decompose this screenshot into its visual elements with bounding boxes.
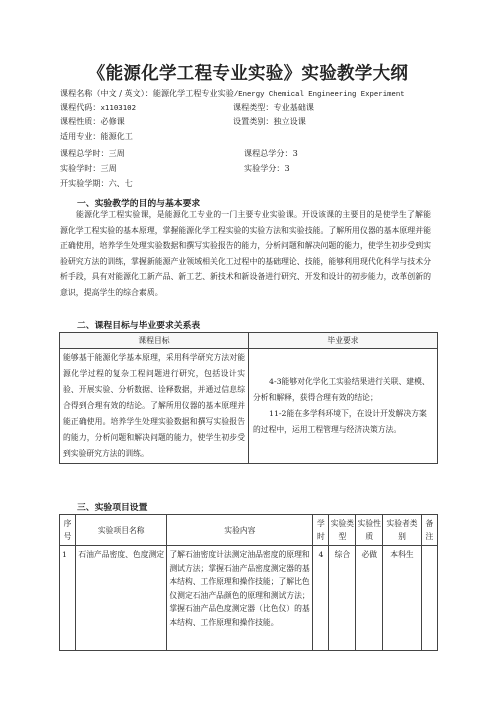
col-header-note: 备注 xyxy=(421,515,437,546)
cell-type: 综合 xyxy=(329,546,356,651)
col-header-nature: 实验性质 xyxy=(356,515,383,546)
course-code-line xyxy=(60,102,136,113)
cell-participant: 本科生 xyxy=(383,546,422,651)
cell-note xyxy=(421,546,437,651)
cell-nature: 必做 xyxy=(356,546,383,651)
table-row xyxy=(60,546,438,651)
requirements-column-header: 毕业要求 xyxy=(249,333,438,349)
requirement-4-3: 4-3能够对化学化工实验结果进行关联、建模、分析和解释，获得合理有效的结论； xyxy=(253,377,430,402)
course-name-line xyxy=(60,88,405,101)
total-credits: 课程总学分：3 xyxy=(244,148,298,158)
course-name-label: 课程名称（中文 / 英文）： xyxy=(60,88,153,98)
requirement-11-2: 11-2能在多学科环境下，在设计开发解决方案的过程中，运用工程管理与经济决策方法。 xyxy=(253,409,427,434)
course-code: x1103102 xyxy=(100,103,137,112)
course-nature: 课程性质：必修课 xyxy=(60,116,125,126)
experiment-items-table xyxy=(59,514,438,651)
applicable-major: 适用专业：能源化工 xyxy=(60,131,133,141)
section1-heading: 一、实验教学的目的与基本要求 xyxy=(77,199,201,209)
course-goal-cell: 能够基于能源化学基本原理，采用科学研究方法对能源化学过程的复杂工程问题进行研究，包括设计实验、开展实验、分析数据、诠释数据，并通过信息综合得到合理有效的结论。了解所用仪器的基本原理并能正确使用。培养学生处理实验数据和撰写实验报告的能力，分析问题和解决问题的能力，使学生初步受到实验研究方法的训练。 xyxy=(60,349,249,464)
section1-body: 能源化学工程实验课，是能源化工专业的一门主要专业实验课。开设该课的主要目的是使学生了解能源化学工程实验的基本原理，掌握能源化学工程实验的实验方法和实验技能。了解所用仪器的基本原理并能正确使用，培养学生处理实验数据和撰写实验报告的能力，分析问题和解决问题的能力，使学生初步受到实验研究方法的训练，掌握新能源产业领域相关化工过程中的基础理论、技能，能够利用现代化科学与技术分析手段，具有对能源化工新产品、新工艺、新技术和新设备进行研究、开发和设计的初步能力，改革创新的意识，提高学生的综合素质。 xyxy=(60,210,431,297)
col-header-content: 实验内容 xyxy=(167,515,313,546)
goals-column-header: 课程目标 xyxy=(60,333,249,349)
cell-content: 了解石油密度计法测定油品密度的原理和测试方法；掌握石油产品密度测定器的基本结构、工作原理和操作技能；了解比色仪测定石油产品颜色的原理和测试方法；掌握石油产品色度测定器（比色仪）的基本结构、工作原理和操作技能。 xyxy=(167,546,313,651)
course-type: 课程类型：专业基础课 xyxy=(233,102,314,112)
course-name-en: /Energy Chemical Engineering Experiment xyxy=(233,91,405,99)
cell-name: 石油产品密度、色度测定 xyxy=(76,546,167,651)
total-weeks: 课程总学时：三周 xyxy=(60,148,125,158)
graduation-requirement-cell xyxy=(249,349,438,464)
page-title: 《能源化学工程专业实验》实验教学大纲 xyxy=(87,64,409,84)
section2-heading: 二、课程目标与毕业要求关系表 xyxy=(77,321,201,331)
setup-type: 设置类别：独立设课 xyxy=(233,116,306,126)
cell-no: 1 xyxy=(60,546,76,651)
cell-hours: 4 xyxy=(313,546,329,651)
lab-hours: 实验学时：三周 xyxy=(60,163,117,173)
col-header-hours: 学时 xyxy=(313,515,329,546)
semester: 开实验学期：六、七 xyxy=(60,178,133,188)
goals-requirements-table xyxy=(59,332,438,464)
lab-credits: 实验学分：3 xyxy=(244,163,290,173)
course-name-cn: 能源化学工程专业实验 xyxy=(152,88,234,98)
col-header-no: 序号 xyxy=(60,515,76,546)
section3-heading: 三、实验项目设置 xyxy=(77,503,148,513)
col-header-name: 实验项目名称 xyxy=(76,515,167,546)
col-header-participant: 实验者类别 xyxy=(383,515,422,546)
col-header-type: 实验类型 xyxy=(329,515,356,546)
course-code-label: 课程代码： xyxy=(60,102,101,112)
